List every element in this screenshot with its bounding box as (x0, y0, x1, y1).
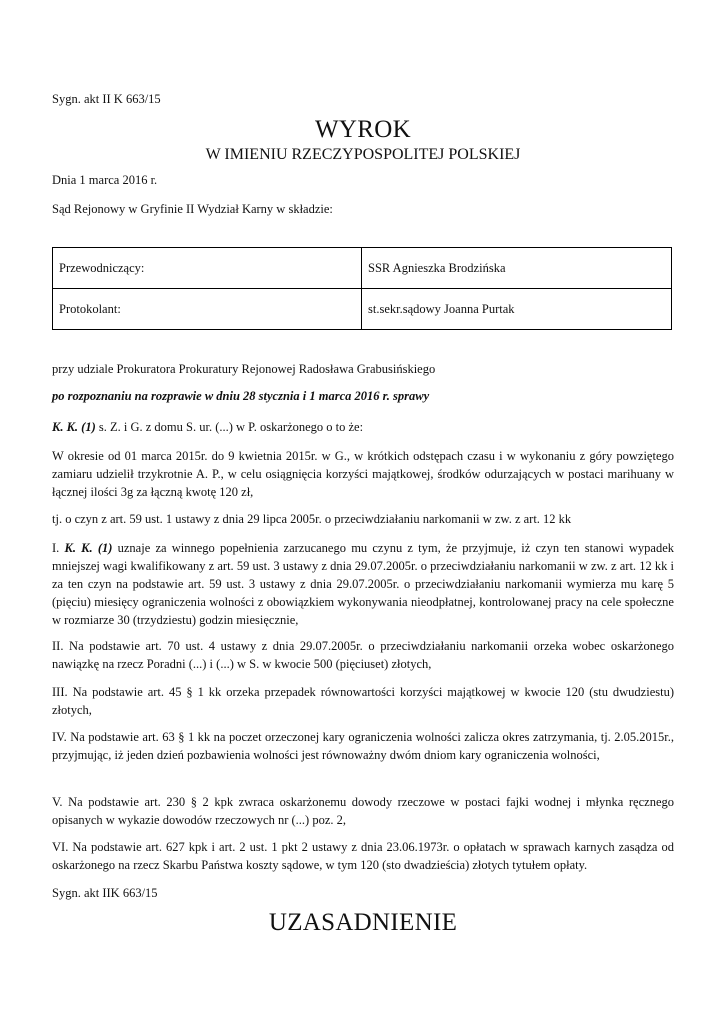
ruling-text: Na podstawie art. 70 ust. 4 ustawy z dnia 29.07.2005r. o przeciwdziałaniu narkomanii orzeka wobec oskarżonego nawiązkę na rzecz Poradni (...) i (...) w S. w kwocie 500 (pięciuset) złotych, (52, 639, 674, 671)
presiding-judge-label: Przewodniczący: (53, 248, 362, 289)
ruling-number: I. (52, 541, 65, 555)
ruling-text: Na podstawie art. 230 § 2 kpk zwraca oskarżonemu dowody rzeczowe w postaci fajki wodnej i młynka ręcznego opisanych w wykazie dowodów rzeczowych nr (...) poz. 2, (52, 795, 674, 827)
ruling-number: VI. (52, 840, 73, 854)
ruling-text: uznaje za winnego popełnienia zarzucanego mu czynu z tym, że przyjmuje, iż czyn ten stanowi wypadek mniejszej wagi kwalifikowany z art. 59 ust. 3 ustawy z dnia 29.07.2005r. o przeciwdziałaniu narkomanii w zw. z art. 12 kk i za ten czyn na podstawie art. 59 ust. 3 ustawy z dnia 29.07.2005r. o przeciwdziałaniu narkomanii wymierza mu karę 5 (pięciu) miesięcy ograniczenia wolności z obowiązkiem wykonywania nieodpłatnej, kontrolowanej pracy na cele społeczne w rozmiarze 30 (trzydziestu) godzin miesięcznie, (52, 541, 674, 627)
clerk-name: st.sekr.sądowy Joanna Purtak (362, 289, 672, 330)
ruling-item (52, 683, 674, 719)
court-name: Sąd Rejonowy w Gryfinie II Wydział Karny w składzie: (52, 202, 333, 216)
case-signature-top: Sygn. akt II K 663/15 (52, 92, 161, 106)
justification-title: UZASADNIENIE (268, 909, 458, 936)
clerk-label: Protokolant: (53, 289, 362, 330)
defendant-name: K. K. (1) (52, 420, 96, 434)
ruling-item (52, 539, 674, 629)
ruling-text: Na podstawie art. 627 kpk i art. 2 ust. 1 pkt 2 ustawy z dnia 23.06.1973r. o opłatach w sprawach karnych zasądza od oskarżonego na rzecz Skarbu Państwa koszty sądowe, w tym 120 (sto dwadzieścia) złotych tytułem opłaty. (52, 840, 674, 872)
presiding-judge-name: SSR Agnieszka Brodzińska (362, 248, 672, 289)
ruling-number: II. (52, 639, 70, 653)
judgment-title: WYROK (315, 116, 411, 143)
judgment-date: Dnia 1 marca 2016 r. (52, 173, 158, 187)
ruling-number: III. (52, 685, 73, 699)
defendant-details: s. Z. i G. z domu S. ur. (...) w P. oskarżonego o to że: (95, 420, 364, 434)
table-row (53, 289, 672, 330)
case-signature-bottom: Sygn. akt IIK 663/15 (52, 886, 158, 900)
ruling-item (52, 728, 674, 764)
ruling-item (52, 637, 674, 673)
defendant-name: K. K. (1) (64, 541, 113, 555)
ruling-text: Na podstawie art. 45 § 1 kk orzeka przepadek równowartości korzyści majątkowej w kwocie 120 (stu dwudziestu) złotych, (52, 685, 674, 717)
ruling-item (52, 793, 674, 829)
ruling-item (52, 838, 674, 874)
prosecutor-paragraph: przy udziale Prokuratora Prokuratury Rejonowej Radosława Grabusińskiego (52, 362, 436, 376)
ruling-number: IV. (52, 730, 71, 744)
hearing-paragraph: po rozpoznaniu na rozprawie w dniu 28 stycznia i 1 marca 2016 r. sprawy (52, 389, 430, 403)
judgment-subtitle: W IMIENIU RZECZYPOSPOLITEJ POLSKIEJ (205, 146, 521, 163)
defendant-paragraph (52, 418, 363, 436)
court-composition-table (52, 247, 672, 330)
charge-paragraph: W okresie od 01 marca 2015r. do 9 kwietnia 2015r. w G., w krótkich odstępach czasu i w wykonaniu z góry powziętego zamiaru udzielił trzykrotnie A. P., w celu osiągnięcia korzyści majątkowej, środków odurzających w postaci marihuany w łącznej ilości 3g za łączną kwotę 120 zł, (52, 449, 674, 499)
ruling-number: V. (52, 795, 69, 809)
ruling-text: Na podstawie art. 63 § 1 kk na poczet orzeczonej kary ograniczenia wolności zalicza okres zatrzymania, tj. 2.05.2015r., przyjmując, iż jeden dzień pozbawienia wolności jest równoważny dwóm dniom kary ograniczenia wolności, (52, 730, 674, 762)
legal-basis-paragraph: tj. o czyn z art. 59 ust. 1 ustawy z dnia 29 lipca 2005r. o przeciwdziałaniu narkomanii w zw. z art. 12 kk (52, 512, 572, 526)
table-row (53, 248, 672, 289)
